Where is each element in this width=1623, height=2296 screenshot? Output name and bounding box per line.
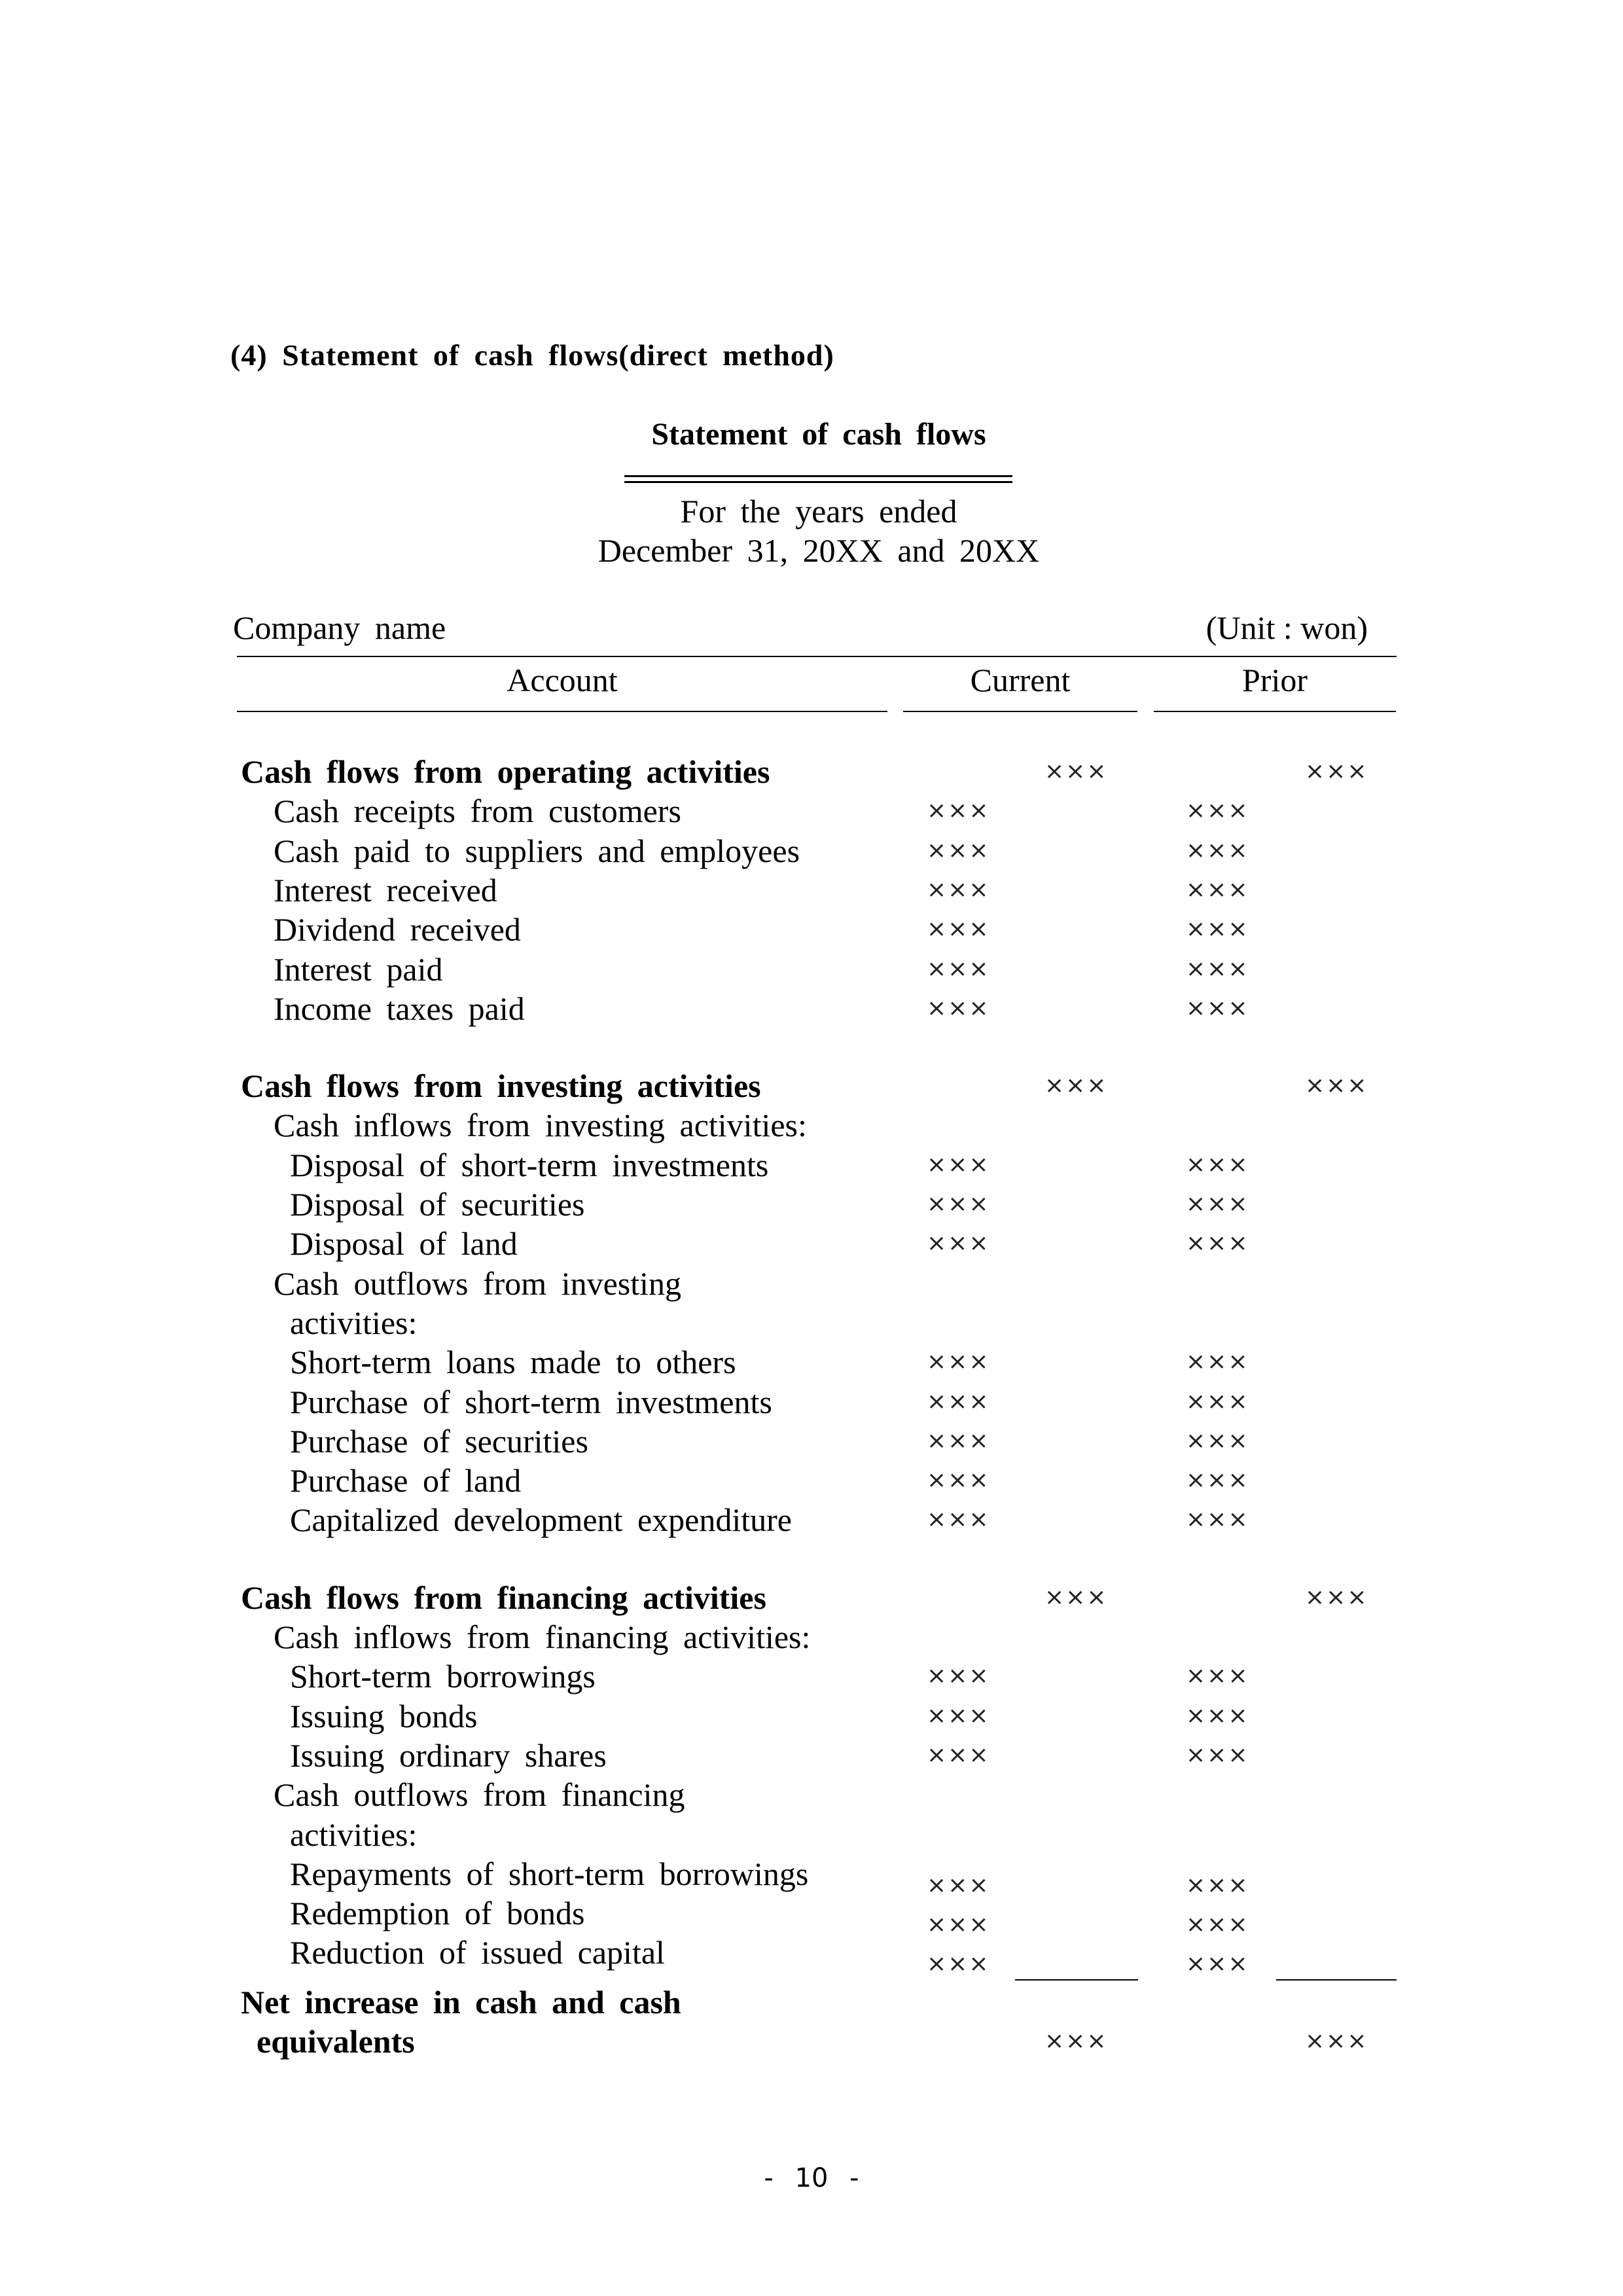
line-item-label: Interest received: [274, 871, 497, 908]
prior-detail-value: ×××: [1186, 1191, 1249, 1217]
line-item-label: activities:: [290, 1304, 418, 1341]
prior-detail-value: ×××: [1186, 1427, 1249, 1454]
company-name-label: Company name: [233, 609, 446, 646]
prior-detail-value: ×××: [1186, 836, 1249, 864]
current-detail-value: ×××: [927, 1950, 990, 1978]
prior-detail-value: ×××: [1186, 1702, 1249, 1729]
prior-detail-value: ×××: [1186, 1388, 1249, 1415]
line-item-row: [0, 1657, 1623, 1696]
line-item-row: [0, 1697, 1623, 1736]
current-detail-value: ×××: [927, 1702, 990, 1729]
line-item-row: [0, 1304, 1623, 1343]
period-line-1: For the years ended: [680, 493, 957, 529]
current-detail-value: ×××: [927, 1506, 990, 1534]
line-item-row: [0, 1225, 1623, 1264]
line-item-row: [0, 1618, 1623, 1657]
period-line-2: December 31, 20XX and 20XX: [597, 532, 1040, 569]
section-row: [0, 753, 1623, 792]
title-double-underline-bottom: [624, 481, 1012, 483]
section-label: Cash flows from investing activities: [241, 1067, 761, 1105]
line-item-row: [0, 1383, 1623, 1422]
current-detail-value: ×××: [927, 1662, 990, 1690]
section-label: Cash flows from operating activities: [241, 753, 770, 790]
net-increase-prior: ×××: [1305, 2028, 1368, 2054]
unit-label: (Unit : won): [1205, 609, 1368, 646]
line-item-label: Disposal of land: [290, 1225, 518, 1263]
line-item-label: Reduction of issued capital: [290, 1934, 665, 1971]
line-item-row: [0, 1501, 1623, 1540]
line-item-row: [0, 871, 1623, 910]
prior-detail-value: ×××: [1186, 1348, 1249, 1376]
line-item-row: [0, 1776, 1623, 1815]
line-item-label: Dividend received: [274, 911, 521, 948]
prior-detail-value: ×××: [1186, 916, 1249, 943]
prior-total-value: ×××: [1305, 1072, 1368, 1100]
line-item-label: Cash paid to suppliers and employees: [274, 832, 800, 869]
line-item-row: [0, 1265, 1623, 1304]
current-detail-value: ×××: [927, 836, 990, 864]
prior-detail-value: ×××: [1186, 1230, 1249, 1257]
section-heading: (4) Statement of cash flows(direct method): [230, 338, 834, 372]
prior-detail-value: ×××: [1186, 1911, 1249, 1939]
line-item-label: Purchase of short-term investments: [290, 1383, 772, 1420]
line-item-row: [0, 792, 1623, 831]
prior-detail-value: ×××: [1186, 1871, 1249, 1899]
line-item-row: [0, 1462, 1623, 1501]
line-item-row: [0, 1343, 1623, 1382]
prior-detail-value: ×××: [1186, 1467, 1249, 1494]
current-detail-value: ×××: [927, 994, 990, 1022]
current-detail-value: ×××: [927, 1230, 990, 1257]
line-item-label: Cash outflows from financing: [274, 1776, 685, 1814]
prior-detail-value: ×××: [1186, 1950, 1249, 1978]
line-item-label: Income taxes paid: [274, 990, 525, 1027]
current-detail-value: ×××: [927, 1191, 990, 1217]
line-item-label: Issuing ordinary shares: [290, 1736, 607, 1774]
line-item-row: [0, 1106, 1623, 1145]
line-item-label: Redemption of bonds: [290, 1895, 585, 1932]
prior-detail-value: ×××: [1186, 994, 1249, 1022]
line-item-label: Cash inflows from investing activities:: [274, 1107, 807, 1144]
page-number: - 10 -: [764, 2163, 859, 2193]
current-total-value: ×××: [1044, 1583, 1108, 1611]
prior-total-rule: [1276, 1979, 1397, 1981]
line-item-row: [0, 990, 1623, 1029]
prior-header-rule: [1154, 711, 1396, 712]
line-item-row: [0, 1855, 1623, 1899]
prior-detail-value: ×××: [1186, 955, 1249, 982]
line-item-label: Issuing bonds: [290, 1697, 478, 1734]
current-total-value: ×××: [1044, 758, 1108, 785]
line-item-row: [0, 1816, 1623, 1855]
prior-detail-value: ×××: [1186, 797, 1249, 825]
line-item-label: Cash receipts from customers: [274, 793, 681, 830]
table-top-rule: [237, 656, 1397, 657]
prior-detail-value: ×××: [1186, 1151, 1249, 1178]
line-item-row: [0, 1736, 1623, 1776]
current-detail-value: ×××: [927, 1911, 990, 1939]
current-header-rule: [903, 711, 1137, 712]
section-row: [0, 1067, 1623, 1106]
line-item-label: Cash outflows from investing: [274, 1265, 682, 1302]
section-row: [0, 1579, 1623, 1618]
account-header-rule: [237, 711, 887, 712]
current-detail-value: ×××: [927, 876, 990, 903]
prior-total-value: ×××: [1305, 758, 1368, 785]
net-increase-row-continued: [0, 2022, 1623, 2062]
line-item-row: [0, 832, 1623, 871]
line-item-label: Repayments of short-term borrowings: [290, 1855, 809, 1892]
prior-detail-value: ×××: [1186, 1662, 1249, 1690]
net-increase-label-line-1: Net increase in cash and cash: [241, 1984, 681, 2020]
column-header-account: Account: [507, 662, 618, 698]
line-item-row: [0, 1185, 1623, 1225]
column-header-prior: Prior: [1242, 662, 1308, 698]
line-item-row: [0, 950, 1623, 990]
line-item-label: Cash inflows from financing activities:: [274, 1619, 811, 1655]
current-detail-value: ×××: [927, 916, 990, 943]
net-increase-row: [0, 1983, 1623, 2022]
line-item-row: [0, 1894, 1623, 1939]
current-total-value: ×××: [1044, 1072, 1108, 1100]
current-detail-value: ×××: [927, 797, 990, 825]
current-detail-value: ×××: [927, 955, 990, 982]
line-item-row: [0, 1422, 1623, 1462]
current-total-rule: [1015, 1979, 1138, 1981]
line-item-label: Purchase of securities: [290, 1422, 588, 1460]
line-item-label: activities:: [290, 1816, 418, 1853]
line-item-label: Short-term borrowings: [290, 1658, 596, 1695]
net-increase-label-line-2: equivalents: [257, 2023, 415, 2060]
line-item-label: Capitalized development expenditure: [290, 1501, 792, 1539]
line-item-row: [0, 910, 1623, 950]
current-detail-value: ×××: [927, 1348, 990, 1376]
current-detail-value: ×××: [927, 1151, 990, 1178]
line-item-label: Purchase of land: [290, 1462, 522, 1499]
prior-detail-value: ×××: [1186, 1506, 1249, 1534]
section-label: Cash flows from financing activities: [241, 1579, 766, 1616]
line-item-label: Disposal of securities: [290, 1186, 585, 1223]
current-detail-value: ×××: [927, 1388, 990, 1415]
current-detail-value: ×××: [927, 1871, 990, 1899]
current-detail-value: ×××: [927, 1427, 990, 1454]
column-header-current: Current: [970, 662, 1071, 698]
title-double-underline-top: [624, 475, 1012, 477]
prior-total-value: ×××: [1305, 1583, 1368, 1611]
net-increase-current: ×××: [1044, 2028, 1108, 2054]
line-item-label: Short-term loans made to others: [290, 1344, 736, 1381]
current-detail-value: ×××: [927, 1741, 990, 1768]
line-item-label: Disposal of short-term investments: [290, 1146, 769, 1183]
prior-detail-value: ×××: [1186, 876, 1249, 903]
line-item-label: Interest paid: [274, 950, 443, 988]
prior-detail-value: ×××: [1186, 1741, 1249, 1768]
line-item-row: [0, 1933, 1623, 1978]
current-detail-value: ×××: [927, 1467, 990, 1494]
line-item-row: [0, 1146, 1623, 1185]
statement-title: Statement of cash flows: [651, 417, 986, 452]
